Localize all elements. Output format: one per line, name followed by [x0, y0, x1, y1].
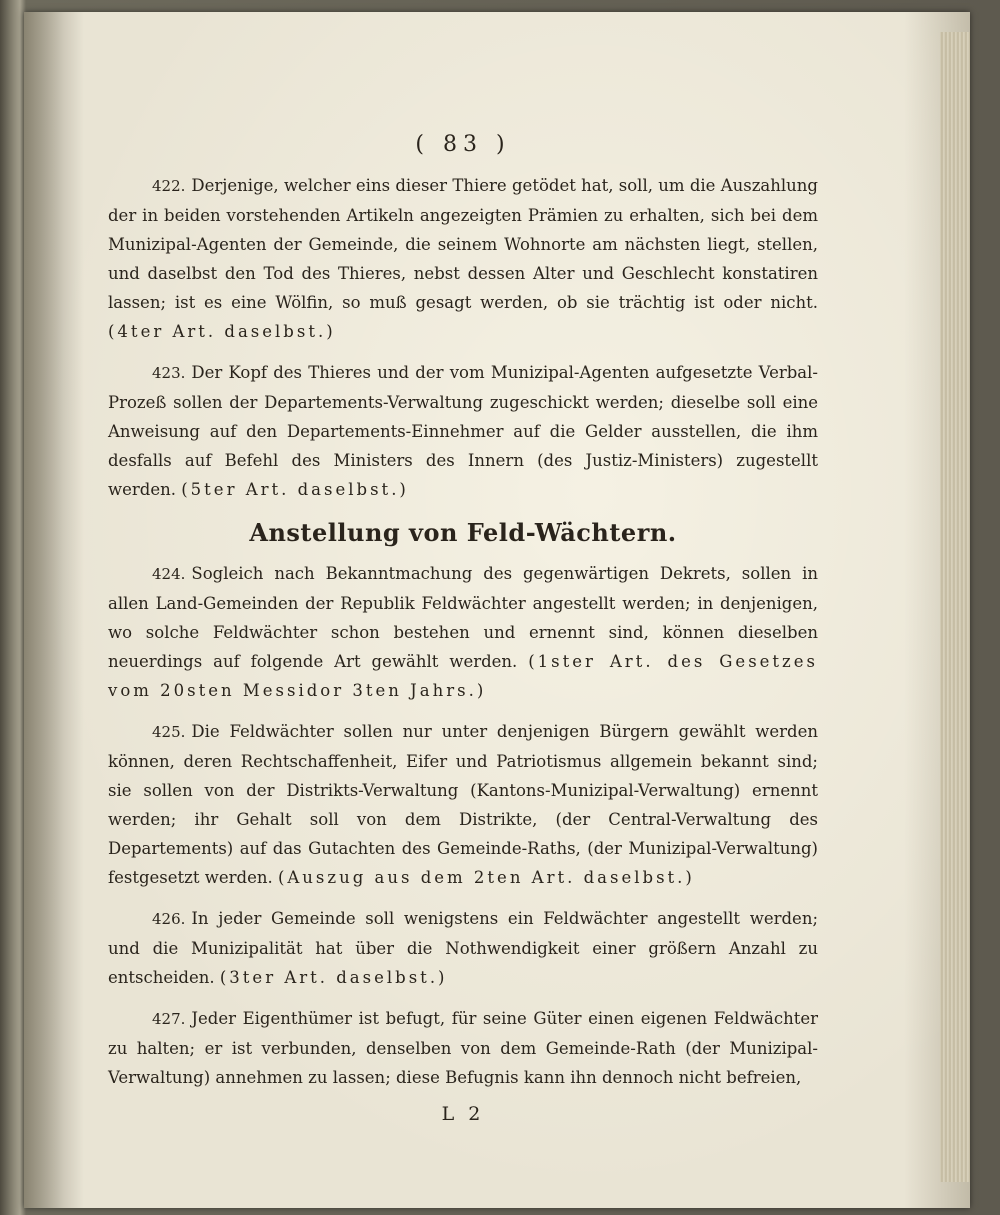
paragraph-text: Der Kopf des Thieres und der vom Munizipal-Agenten aufgesetzte Verbal-Prozeß sollen der Departements-Verwaltung zugeschickt werden; dieselbe soll eine Anweisung auf den Departements-Einnehmer auf die Gelder ausstellen, die ihm desfalls auf Befehl des Ministers des Innern (des Justiz-Ministers) zugestellt werden.	[108, 363, 818, 499]
paragraph-422	[108, 171, 818, 346]
paragraph-text: Sogleich nach Bekanntmachung des gegenwärtigen Dekrets, sollen in allen Land-Gemeinden der Republik Feldwächter angestellt werden; in denjenigen, wo solche Feldwächter schon bestehen und ernennt sind, können dieselben neuerdings auf folgende Art gewählt werden.	[108, 564, 818, 671]
paragraph-427	[108, 1004, 818, 1092]
page-text	[108, 130, 818, 1129]
paragraph-number: 425.	[152, 723, 186, 741]
paragraph-text: In jeder Gemeinde soll wenigstens ein Feldwächter angestellt werden; und die Munizipalität hat über die Nothwendigkeit einer größern Anzahl zu entscheiden.	[108, 909, 818, 987]
page-number: ( 83 )	[415, 132, 511, 157]
page-edge	[940, 32, 970, 1182]
signature-mark: L 2	[441, 1103, 485, 1125]
paragraph-reference: (Auszug aus dem 2ten Art. daselbst.)	[277, 868, 695, 887]
book-page	[24, 12, 970, 1208]
paragraph-text: Die Feldwächter sollen nur unter denjenigen Bürgern gewählt werden können, deren Rechtschaffenheit, Eifer und Patriotismus allgemein bekannt sind; sie sollen von der Distrikts-Verwaltung (Kantons-Munizipal-Verwaltung) ernennt werden; ihr Gehalt soll von dem Distrikte, (der Central-Verwaltung des Departements) auf das Gutachten des Gemeinde-Raths, (der Munizipal-Verwaltung) festgesetzt werden.	[108, 722, 818, 887]
paragraph-426	[108, 904, 818, 992]
paragraph-number: 427.	[152, 1010, 186, 1028]
section-heading: Anstellung von Feld-Wächtern.	[249, 518, 677, 547]
paragraph-number: 424.	[152, 565, 186, 583]
paragraph-425	[108, 717, 818, 892]
paragraph-reference: (1ster Art. des Gesetzes vom 20sten Messidor 3ten Jahrs.)	[108, 652, 818, 700]
paragraph-reference: (3ter Art. daselbst.)	[219, 968, 448, 987]
paragraph-reference: (4ter Art. daselbst.)	[108, 322, 336, 341]
paragraph-text: Derjenige, welcher eins dieser Thiere getödet hat, soll, um die Auszahlung der in beiden vorstehenden Artikeln angezeigten Prämien zu erhalten, sich bei dem Munizipal-Agenten der Gemeinde, die seinem Wohnorte am nächsten liegt, stellen, und daselbst den Tod des Thieres, nebst dessen Alter und Geschlecht konstatiren lassen; ist es eine Wölfin, so muß gesagt werden, ob sie trächtig ist oder nicht.	[108, 176, 818, 312]
paragraph-number: 422.	[152, 177, 186, 195]
paragraph-text: Jeder Eigenthümer ist befugt, für seine Güter einen eigenen Feldwächter zu halten; er ist verbunden, denselben von dem Gemeinde-Rath (der Munizipal-Verwaltung) annehmen zu lassen; diese Befugnis kann ihn dennoch nicht befreien,	[108, 1009, 818, 1087]
paragraph-number: 426.	[152, 910, 186, 928]
paragraph-424	[108, 559, 818, 705]
paragraph-number: 423.	[152, 364, 186, 382]
page-gutter-shadow	[24, 12, 84, 1208]
paragraph-423	[108, 358, 818, 504]
paragraph-reference: (5ter Art. daselbst.)	[181, 480, 409, 499]
